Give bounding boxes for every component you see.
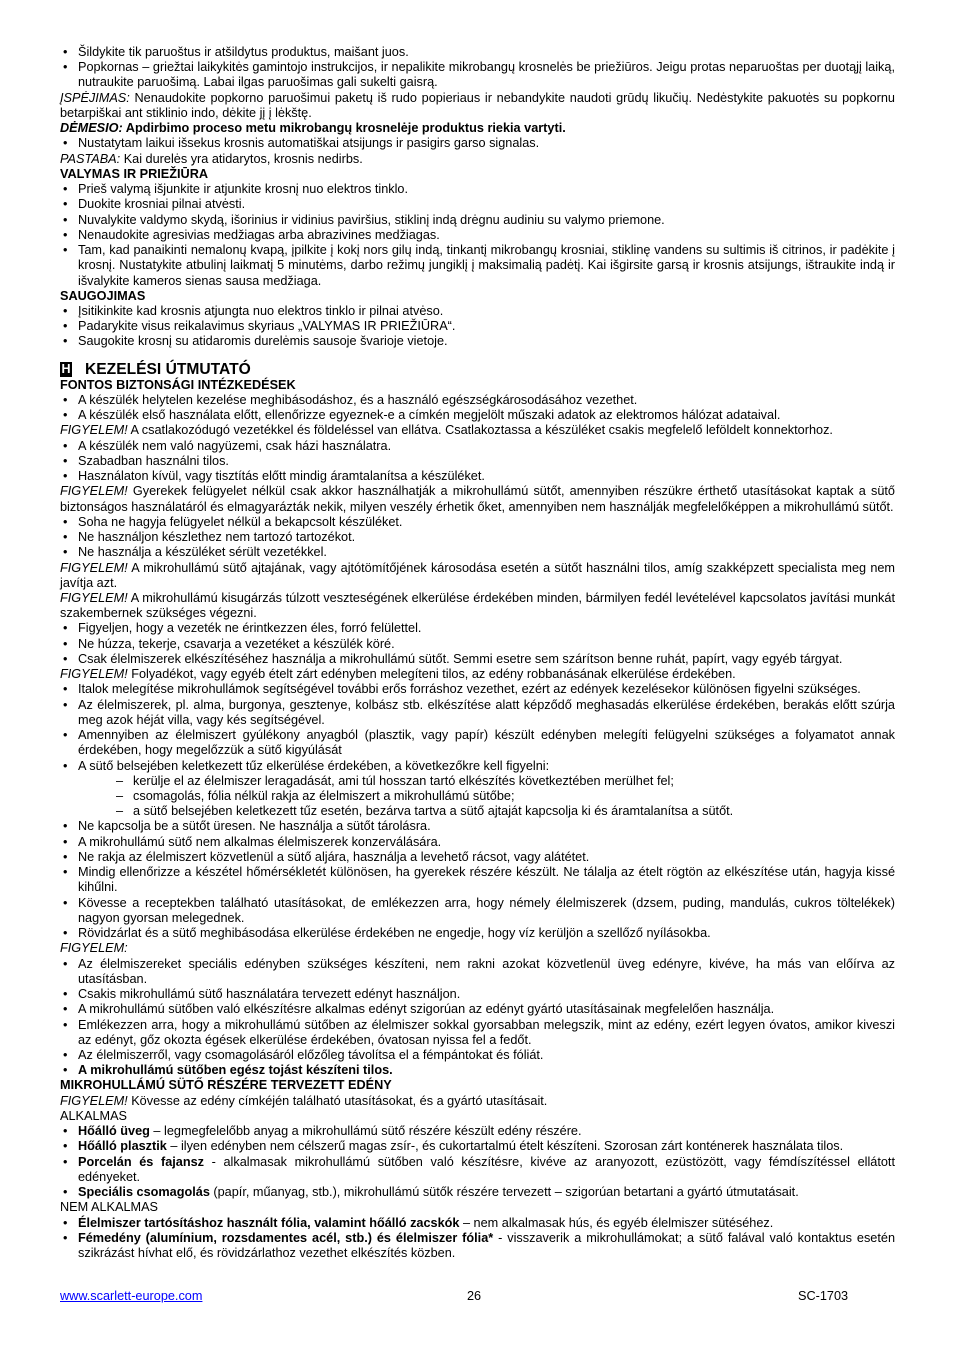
paragraph bbox=[60, 1200, 895, 1215]
bullet-marker: • bbox=[63, 45, 68, 59]
body-text: Ne használja a készüléket sérült vezetékkel. bbox=[78, 545, 327, 560]
body-text: Csak élelmiszerek elkészítéséhez használja a mikrohullámú sütőt. Semmi esetre sem szárítson benne ruhát, papírt, vagy egyéb tárgyat. bbox=[78, 651, 843, 666]
bullet-item bbox=[60, 334, 895, 349]
body-text: Amennyiben az élelmiszert gyúlékony anyagból (plasztik, vagy papír) készült edényben melegíti felügyelni szükséges a folyamatot annak érdekében, hogy megelőzzük a sütő kigyúlását bbox=[78, 728, 895, 758]
bullet-item bbox=[60, 515, 895, 530]
paragraph bbox=[60, 1094, 895, 1109]
body-text: – legmegfelelőbb anyag a mikrohullámú sütő részére készült edény részére. bbox=[149, 1124, 582, 1139]
bullet-item bbox=[60, 682, 895, 697]
paragraph bbox=[60, 121, 895, 136]
language-badge: H bbox=[61, 362, 71, 377]
bullet-item bbox=[60, 835, 895, 850]
emphasis-text: Apdirbimo proceso metu mikrobangų krosnelėje produktus riekia vartyti. bbox=[122, 121, 566, 136]
bullet-marker: • bbox=[63, 303, 68, 318]
bullet-item bbox=[60, 896, 895, 926]
bullet-item bbox=[60, 1018, 895, 1048]
bullet-marker: • bbox=[63, 697, 68, 712]
dash-marker: – bbox=[116, 789, 124, 804]
bullet-item bbox=[60, 439, 895, 454]
body-text: Folyadékot, vagy egyéb ételt zárt edényben melegíteni tilos, az edény robbanásának elkerülése érdekében. bbox=[127, 667, 736, 682]
body-text: kerülje el az élelmiszer leragadását, ami túl hosszan tartó elkészítés következtében merülhet fel; bbox=[133, 773, 674, 788]
body-text: Ne húzza, tekerje, csavarja a vezetéket a készülék köré. bbox=[78, 636, 395, 651]
body-text: a sütő belsejében keletkezett tűz esetén, bezárva tartva a sütő ajtaját kapcsolja ki és áramtalanítsa a sütőt. bbox=[133, 804, 734, 819]
bullet-item bbox=[60, 393, 895, 408]
body-text: A mikrohullámú kisugárzás túlzott veszteségének elkerülése érdekében minden, bármilyen fedél levételével kapcsolatos javítási munkát szakembernek szükséges végezni. bbox=[60, 590, 895, 621]
body-text: Mindig ellenőrizze a készétel hőmérsékletét különösen, ha gyerekek részére készült. Ne tálalja az ételt rögtön az elkészítése után, hagyja kissé kihűlni. bbox=[78, 865, 895, 895]
bullet-item bbox=[60, 408, 895, 423]
emphasis-text: SAUGOJIMAS bbox=[60, 288, 146, 303]
bullet-item bbox=[60, 1185, 895, 1200]
bullet-item bbox=[60, 228, 895, 243]
bullet-marker: • bbox=[63, 636, 68, 651]
bullet-item bbox=[60, 454, 895, 469]
bullet-item bbox=[60, 1155, 895, 1185]
paragraph bbox=[60, 423, 895, 438]
body-text: Soha ne hagyja felügyelet nélkül a bekapcsolt készüléket. bbox=[78, 514, 403, 529]
bullet-marker: • bbox=[63, 182, 68, 197]
bullet-item bbox=[60, 1124, 895, 1139]
bullet-marker: • bbox=[63, 1154, 68, 1169]
bullet-item bbox=[60, 1139, 895, 1154]
emphasis-text: FIGYELEM: bbox=[60, 941, 128, 956]
dash-sub-item bbox=[60, 774, 895, 789]
body-text: Gyerekek felügyelet nélkül csak akkor használhatják a mikrohullámú sütőt, amennyiben részükre érthető utasításokat kaptak a sütő biztonságos használatáról és elmagyarázták nekik, milyen veszély érhetik őket, amennyiben nem használják megfelelőképpen a mikrohullámú sütőt. bbox=[60, 484, 895, 514]
body-text: (papír, műanyag, stb.), mikrohullámú sütők részére tervezett – szigorúan betartani a gyártó útmutatásait. bbox=[209, 1185, 799, 1200]
body-text: Italok melegítése mikrohullámok segítségével további erős forráshoz vezethet, ezért az edények kezelésekor különösen figyelni szükséges. bbox=[78, 682, 861, 697]
bullet-marker: • bbox=[63, 1063, 68, 1078]
body-text: Szabadban használni tilos. bbox=[78, 453, 229, 468]
bullet-marker: • bbox=[63, 1230, 68, 1245]
body-text: A mikrohullámú sütő ajtajának, vagy ajtótömítőjének károsodása esetén a sütőt használni tilos, amíg szakképzett specialista meg nem javítja azt. bbox=[60, 560, 895, 590]
body-text: Padarykite visus reikalavimus skyriaus „VALYMAS IR PRIEŽIŪRA“. bbox=[78, 319, 456, 334]
bullet-marker: • bbox=[63, 819, 68, 834]
body-text: Nenaudokite agresivias medžiagas arba abrazivines medžiagas. bbox=[78, 227, 440, 242]
bullet-marker: • bbox=[63, 1215, 68, 1230]
bullet-marker: • bbox=[63, 212, 68, 227]
body-text: Nustatytam laikui išsekus krosnis automatiškai atsijungs ir pasigirs garso signalas. bbox=[78, 136, 540, 151]
bullet-item bbox=[60, 759, 895, 774]
dash-marker: – bbox=[116, 773, 124, 788]
emphasis-text: Hőálló üveg bbox=[78, 1124, 150, 1139]
bullet-marker: • bbox=[63, 1124, 68, 1139]
emphasis-text: FIGYELEM! bbox=[60, 667, 128, 682]
paragraph bbox=[60, 941, 895, 956]
bullet-marker: • bbox=[63, 530, 68, 545]
bullet-item bbox=[60, 136, 895, 151]
emphasis-text: Hőálló plasztik bbox=[78, 1139, 167, 1154]
bullet-item bbox=[60, 304, 895, 319]
bullet-marker: • bbox=[63, 1185, 68, 1200]
body-text: Használaton kívül, vagy tisztítás előtt mindig áramtalanítsa a készüléket. bbox=[78, 469, 485, 484]
bullet-marker: • bbox=[63, 728, 68, 743]
body-text: - visszaverik a mikrohullámokat; a sütő falával való kontaktus esetén szikrázást hívhat elő, és rövidzárlathoz vezethet elkészítés közben. bbox=[78, 1230, 895, 1261]
body-text: A készülék helytelen kezelése meghibásodáshoz, és a használó egészségkárosodásához vezethet. bbox=[78, 392, 638, 407]
body-text: A készülék első használata előtt, ellenőrizze egyeznek-e a címkén megjelölt műszaki adatok az elektromos hálózat adataival. bbox=[78, 408, 781, 423]
bullet-marker: • bbox=[63, 956, 68, 971]
bullet-marker: • bbox=[63, 895, 68, 910]
body-text: A csatlakozódugó vezetékkel és földeléssel van ellátva. Csatlakoztassa a készüléket csakis megfelelő leföldelt konnektorhoz. bbox=[127, 423, 833, 438]
bullet-marker: • bbox=[63, 438, 68, 453]
body-text: Csakis mikrohullámú sütő használatára tervezett edényt használjon. bbox=[78, 987, 461, 1002]
bullet-marker: • bbox=[63, 758, 68, 773]
bullet-marker: • bbox=[63, 227, 68, 242]
bullet-marker: • bbox=[63, 1139, 68, 1154]
emphasis-text: FIGYELEM! bbox=[60, 1093, 128, 1108]
body-text: A mikrohullámú sütőben való elkészítésre alkalmas edényt szigorúan az edényt gyártó utasításainak megfelelően használja. bbox=[78, 1002, 775, 1017]
emphasis-text: FIGYELEM! bbox=[60, 423, 128, 438]
body-text: Emlékezzen arra, hogy a mikrohullámú sütőben az élelmiszer sokkal gyorsabban melegszik, mint az edény, ezért legyen óvatos, amikor kiveszi az edényt, gőz okozta égések elkerülése érdekében, óvatosan nyissa fel a fedőt. bbox=[78, 1017, 895, 1047]
body-text: Az élelmiszerek, pl. alma, burgonya, gesztenye, kolbász stb. elkészítése alatt képződő meghasadás elkerülése érdekében, berakás előtt szúrja meg azok héját villa, vagy kés segítségével. bbox=[78, 697, 895, 727]
bullet-item bbox=[60, 987, 895, 1002]
bullet-item bbox=[60, 197, 895, 212]
bullet-item bbox=[60, 1002, 895, 1017]
body-text: Kövesse az edény címkéjén található utasításokat, és a gyártó utasításait. bbox=[127, 1093, 548, 1108]
model-number: SC-1703 bbox=[798, 1289, 849, 1303]
paragraph bbox=[60, 591, 895, 621]
body-text: Kövesse a receptekben található utasításokat, de emlékezzen arra, hogy némely élelmiszerek (dzsem, puding, mandulás, cukros töltelékek) nagyon gyorsan melegednek. bbox=[78, 895, 895, 925]
page-number: 26 bbox=[467, 1289, 482, 1303]
body-text: Nenaudokite popkorno paruošimui paketų iš rudo popieriaus ir nebandykite naudoti grūdų likučių. Nedėstykite pakuotės su popkornu betarpiškai ant stiklinio indo, dėkite jį į lėkštę. bbox=[60, 90, 895, 120]
bullet-item bbox=[60, 319, 895, 334]
body-text: Ne kapcsolja be a sütőt üresen. Ne használja a sütőt tárolásra. bbox=[78, 819, 431, 834]
emphasis-text: DĖMESIO: bbox=[60, 121, 123, 136]
bullet-item bbox=[60, 45, 895, 60]
bullet-item bbox=[60, 1231, 895, 1261]
bullet-item bbox=[60, 698, 895, 728]
bullet-marker: • bbox=[63, 1002, 68, 1017]
bullet-item bbox=[60, 469, 895, 484]
bullet-item bbox=[60, 243, 895, 289]
body-text: Duokite krosniai pilnai atvėsti. bbox=[78, 197, 246, 212]
website-link[interactable]: www.scarlett-europe.com bbox=[60, 1289, 203, 1303]
paragraph bbox=[60, 667, 895, 682]
bullet-item bbox=[60, 850, 895, 865]
emphasis-text: Fémedény (alumínium, rozsdamentes acél, stb.) és élelmiszer fólia* bbox=[78, 1230, 494, 1245]
body-text: Az élelmiszereket speciális edényben szükséges készíteni, nem rakni azokat közvetlenül üveg edényre, kivéve, ha más van előírva az utasításban. bbox=[78, 956, 895, 986]
dash-sub-item bbox=[60, 789, 895, 804]
body-text: Saugokite krosnį su atidaromis durelėmis sausoje švarioje vietoje. bbox=[78, 334, 448, 349]
document-body bbox=[60, 45, 895, 1261]
body-text: Ne rakja az élelmiszert közvetlenül a sütő aljára, használja a levehető rácsot, vagy alátétet. bbox=[78, 849, 590, 864]
emphasis-text: VALYMAS IR PRIEŽIŪRA bbox=[60, 166, 209, 181]
bullet-item bbox=[60, 182, 895, 197]
body-text: - alkalmasak mikrohullámú sütőben való készítésre, kivéve az aranyozott, ezüstözött, vagy fémdíszítéssel ellátott edényeket. bbox=[78, 1154, 895, 1184]
body-text: Ne használjon készlethez nem tartozó tartozékot. bbox=[78, 530, 356, 545]
body-text: A sütő belsejében keletkezett tűz elkerülése érdekében, a következőkre kell figyelni: bbox=[78, 758, 550, 773]
bullet-marker: • bbox=[63, 408, 68, 423]
bullet-marker: • bbox=[63, 469, 68, 484]
paragraph bbox=[60, 561, 895, 591]
chapter-title: KEZELÉSI ÚTMUTATÓ bbox=[85, 360, 251, 378]
body-text: NEM ALKALMAS bbox=[60, 1200, 159, 1215]
paragraph bbox=[60, 91, 895, 121]
bullet-marker: • bbox=[63, 651, 68, 666]
paragraph bbox=[60, 484, 895, 514]
emphasis-text: FIGYELEM! bbox=[60, 484, 128, 499]
bullet-marker: • bbox=[63, 60, 68, 75]
bullet-marker: • bbox=[63, 987, 68, 1002]
bullet-item bbox=[60, 213, 895, 228]
body-text: ALKALMAS bbox=[60, 1108, 127, 1123]
page-footer bbox=[0, 1288, 954, 1304]
body-text: Az élelmiszerről, vagy csomagolásáról előzőleg távolítsa el a fémpántokat és fóliát. bbox=[78, 1048, 544, 1062]
bullet-item bbox=[60, 637, 895, 652]
bullet-item bbox=[60, 926, 895, 941]
emphasis-text: ĮSPĖJIMAS: bbox=[60, 90, 130, 105]
bullet-marker: • bbox=[63, 453, 68, 468]
emphasis-text: FONTOS BIZTONSÁGI INTÉZKEDÉSEK bbox=[60, 377, 296, 392]
chapter-heading bbox=[60, 362, 895, 378]
body-text: Rövidzárlat és a sütő meghibásodása elkerülése érdekében ne engedje, hogy víz kerüljön a szellőző nyílásokba. bbox=[78, 926, 711, 941]
emphasis-text: Élelmiszer tartósításhoz használt fólia, valamint hőálló zacskók bbox=[78, 1215, 460, 1230]
body-text: Kai durelės yra atidarytos, krosnis nedirbs. bbox=[120, 151, 363, 166]
body-text: Tam, kad panaikinti nemalonų kvapą, įpilkite į kokį nors gilų indą, tinkantį mikrobangų krosniai, stiklinę vandens su sultimis iš citrinos, ir padėkite į krosnį. Nustatykite atbulinį laikmatį 5 minutėms, darbo režimų jungiklį į maksimalią padėtį. Kai išgirsite garsą ir krosnis atsijungs, ištraukite indą ir išvalykite kameros sienas sausa medžiaga. bbox=[78, 243, 895, 288]
emphasis-text: Porcelán és fajansz bbox=[78, 1154, 204, 1169]
body-text: A mikrohullámú sütő nem alkalmas élelmiszerek konzerválására. bbox=[78, 834, 442, 849]
bullet-marker: • bbox=[63, 865, 68, 880]
body-text: – nem alkalmasak hús, és egyéb élelmiszer sütéséhez. bbox=[459, 1215, 774, 1230]
bullet-marker: • bbox=[63, 682, 68, 697]
bullet-item bbox=[60, 1216, 895, 1231]
bullet-item bbox=[60, 865, 895, 895]
bullet-item bbox=[60, 530, 895, 545]
bullet-item bbox=[60, 1063, 895, 1078]
emphasis-text: Speciális csomagolás bbox=[78, 1185, 210, 1200]
bullet-item bbox=[60, 652, 895, 667]
subheading bbox=[60, 378, 895, 393]
body-text: Nuvalykite valdymo skydą, išorinius ir vidinius paviršius, stiklinį indą drėgnu audiniu su valymo priemone. bbox=[78, 212, 665, 227]
bullet-marker: • bbox=[63, 926, 68, 941]
bullet-marker: • bbox=[63, 514, 68, 529]
emphasis-text: FIGYELEM! bbox=[60, 590, 128, 605]
bullet-item bbox=[60, 621, 895, 636]
bullet-item bbox=[60, 728, 895, 758]
bullet-marker: • bbox=[63, 319, 68, 334]
bullet-marker: • bbox=[63, 849, 68, 864]
body-text: A készülék nem való nagyüzemi, csak házi használatra. bbox=[78, 438, 392, 453]
emphasis-text: PASTABA: bbox=[60, 151, 121, 166]
body-text: Prieš valymą išjunkite ir atjunkite krosnį nuo elektros tinklo. bbox=[78, 182, 409, 197]
bullet-marker: • bbox=[63, 334, 68, 349]
paragraph bbox=[60, 1109, 895, 1124]
bullet-item bbox=[60, 60, 895, 90]
body-text: Figyeljen, hogy a vezeték ne érintkezzen éles, forró felülettel. bbox=[78, 621, 422, 636]
bullet-marker: • bbox=[63, 621, 68, 636]
dash-marker: – bbox=[116, 804, 124, 819]
emphasis-text: FIGYELEM! bbox=[60, 560, 128, 575]
bullet-marker: • bbox=[63, 1048, 68, 1062]
bullet-marker: • bbox=[63, 136, 68, 151]
bullet-marker: • bbox=[63, 1017, 68, 1032]
body-text: Popkornas – griežtai laikykitės gamintojo instrukcijos, ir nepalikite mikrobangų krosnelės be priežiūros. Jeigu protas neparuoštas per duotąjį laiką, nutraukite paruošimą. Labai ilgas paruošimas gali sukelti gaisrą. bbox=[78, 60, 895, 90]
body-text: csomagolás, fólia nélkül rakja az élelmiszert a mikrohullámú sütőbe; bbox=[133, 789, 515, 804]
paragraph bbox=[60, 152, 895, 167]
bullet-item bbox=[60, 545, 895, 560]
emphasis-text: A mikrohullámú sütőben egész tojást készíteni tilos. bbox=[78, 1063, 393, 1078]
bullet-item bbox=[60, 819, 895, 834]
bullet-item bbox=[60, 957, 895, 987]
dash-sub-item bbox=[60, 804, 895, 819]
bullet-marker: • bbox=[63, 545, 68, 560]
bullet-marker: • bbox=[63, 392, 68, 407]
body-text: Šildykite tik paruoštus ir atšildytus produktus, maišant juos. bbox=[78, 45, 409, 59]
body-text: – ilyen edényben nem célszerű magas zsír-, és cukortartalmú ételt készíteni. Szorosan zárt konténerek használata tilos. bbox=[166, 1139, 844, 1154]
subheading bbox=[60, 289, 895, 304]
emphasis-text: MIKROHULLÁMÚ SÜTŐ RÉSZÉRE TERVEZETT EDÉNY bbox=[60, 1078, 392, 1093]
body-text: Įsitikinkite kad krosnis atjungta nuo elektros tinklo ir pilnai atvėso. bbox=[78, 303, 444, 318]
bullet-marker: • bbox=[63, 834, 68, 849]
bullet-item bbox=[60, 1048, 895, 1063]
bullet-marker: • bbox=[63, 197, 68, 212]
bullet-marker: • bbox=[63, 243, 68, 258]
subheading bbox=[60, 1078, 895, 1093]
subheading bbox=[60, 167, 895, 182]
